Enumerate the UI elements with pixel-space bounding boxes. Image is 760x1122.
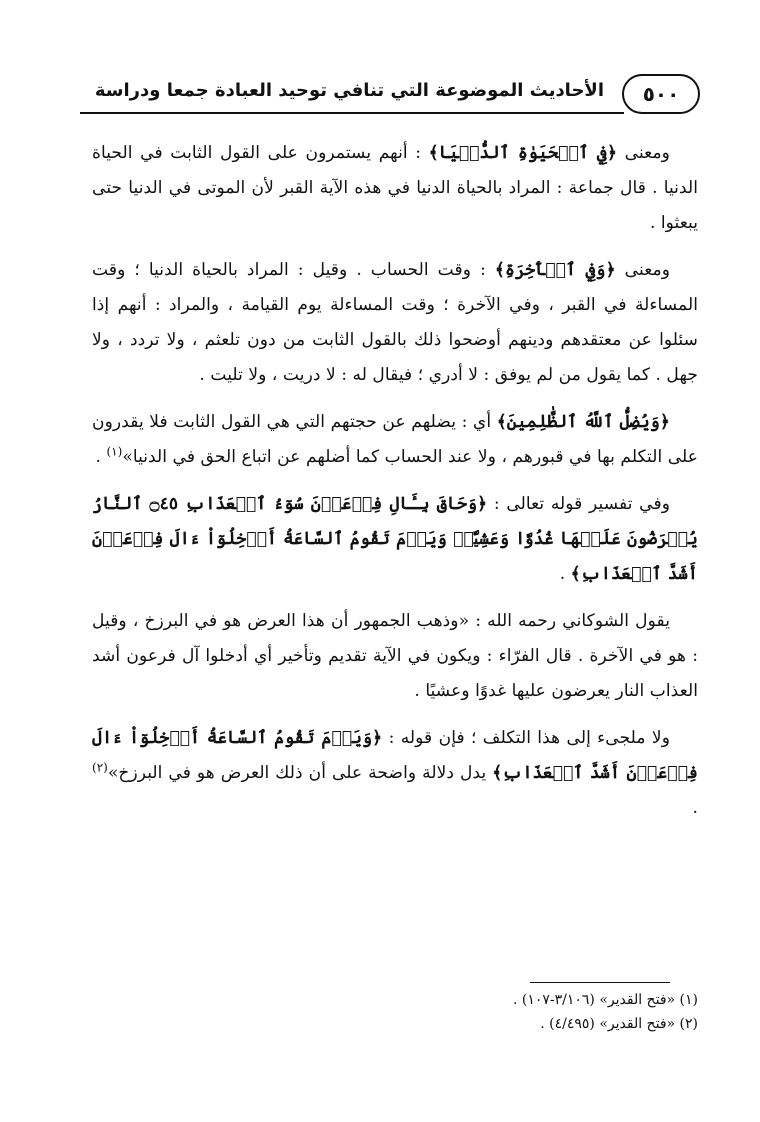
paragraph xyxy=(92,405,698,475)
running-title: الأحاديث الموضوعة التي تنافي توحيد العبادة جمعا ودراسة xyxy=(94,80,604,101)
paragraph-text: وفي تفسير قوله تعالى : xyxy=(487,494,670,514)
page-header xyxy=(80,72,700,122)
footnote-item: (٢) «فتح القدير» (٤/٤٩٥) . xyxy=(540,1016,698,1032)
quran-verse: ﴿وَحَاقَ بِـَٔالِ فِرۡعَوۡنَ سُوٓءُ ٱلۡعَذَابِ ۝٤٥ ٱلنَّارُ يُعۡرَضُونَ عَلَيۡهَا غُدُوّٗا وَعَشِيّٗاۚ وَيَوۡمَ تَقُومُ ٱلسَّاعَةُ أَدۡخِلُوٓاْ ءَالَ فِرۡعَوۡنَ أَشَدَّ ٱلۡعَذَابِ﴾ xyxy=(92,494,698,584)
paragraph-text: يقول الشوكاني رحمه الله : «وذهب الجمهور أن هذا العرض هو في البرزخ ، وقيل : هو في الآخرة . قال الفرّاء : ويكون في الآية تقديم وتأخير أي أدخلوا آل فرعون أشد العذاب النار يعرضون عليها غدوًا وعشيًا . xyxy=(92,611,698,701)
paragraph-text: . xyxy=(559,564,571,584)
paragraph-text: ولا ملجىء إلى هذا التكلف ؛ فإن قوله : xyxy=(382,728,671,748)
paragraph-text: . xyxy=(95,447,107,467)
paragraph-text: : وقت الحساب . وقيل : المراد بالحياة الدنيا ؛ وقت المساءلة في القبر ، وفي الآخرة ؛ وقت المساءلة يوم القيامة ، والمراد : أنهم إذا سئلوا عن معتقدهم ودينهم أوضحوا ذلك بالقول الثابت من دون تلعثم ، ولا تردد ، ولا جهل . كما يقول من لم يوفق : لا أدري ؛ فيقال له : لا دريت ، ولا تليت . xyxy=(92,260,698,385)
footnote-reference[interactable]: (١) xyxy=(106,444,123,459)
header-divider xyxy=(80,112,624,114)
paragraph-text: : أنهم يستمرون على القول الثابت في الحياة الدنيا . قال جماعة : المراد بالحياة الدنيا في هذه الآية القبر لأن الموتى في الدنيا حتى يبعثوا . xyxy=(92,143,698,233)
paragraph xyxy=(92,136,698,241)
paragraph-text: . xyxy=(692,798,698,818)
quran-verse: ﴿وَيَوۡمَ تَقُومُ ٱلسَّاعَةُ أَدۡخِلُوٓاْ ءَالَ فِرۡعَوۡنَ أَشَدَّ ٱلۡعَذَابِ﴾ xyxy=(92,728,698,783)
paragraph xyxy=(92,604,698,709)
quran-verse: ﴿وَفِي ٱلۡأٓخِرَةِ﴾ xyxy=(494,260,616,280)
paragraph xyxy=(92,253,698,393)
footnote-reference[interactable]: (٢) xyxy=(92,760,108,775)
footnote-item: (١) «فتح القدير» (٣/١٠٦-١٠٧) . xyxy=(512,992,698,1008)
quran-verse: ﴿وَيُضِلُّ ٱللَّهُ ٱلظَّٰلِمِينَ﴾ xyxy=(496,412,670,432)
footnote-divider xyxy=(530,982,670,983)
page-number: ٥٠٠ xyxy=(622,74,700,114)
paragraph-text: يدل دلالة واضحة على أن ذلك العرض هو في البرزخ» xyxy=(107,763,493,783)
paragraph xyxy=(92,487,698,592)
footnotes xyxy=(92,988,698,1036)
paragraph-text: ومعنى xyxy=(615,260,670,280)
paragraph xyxy=(92,721,698,826)
paragraph-text: أي : يضلهم عن حجتهم التي هي القول الثابت فلا يقدرون على التكلم بها في قبورهم ، ولا عند الحساب كما أضلهم عن اتباع الحق في الدنيا» xyxy=(92,412,698,467)
main-text xyxy=(92,136,698,838)
quran-verse: ﴿فِي ٱلۡحَيَوٰةِ ٱلدُّنۡيَا﴾ xyxy=(428,143,618,163)
paragraph-text: ومعنى xyxy=(617,143,670,163)
